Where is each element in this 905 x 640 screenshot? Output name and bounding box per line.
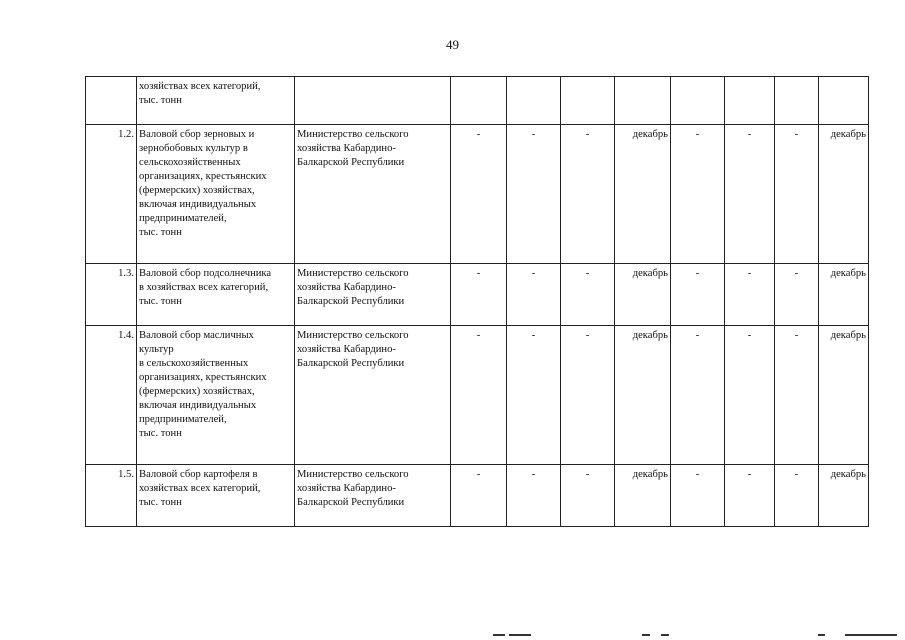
row-number: 1.4. (86, 326, 137, 465)
table-row (86, 77, 869, 125)
table-row (86, 125, 869, 264)
value-cell: - (451, 264, 507, 326)
value-cell: - (561, 125, 615, 264)
value-cell: - (507, 465, 561, 527)
scan-mark (661, 634, 669, 636)
indicator-text: Валовой сбор картофеля в хозяйствах всех категорий, тыс. тонн (139, 469, 261, 508)
scan-mark (845, 634, 897, 636)
value-cell: - (451, 465, 507, 527)
responsible-text: Министерство сельского хозяйства Кабардино- Балкарской Республики (297, 330, 409, 369)
value-cell: - (561, 326, 615, 465)
value-cell: - (507, 264, 561, 326)
value-cell: - (671, 465, 725, 527)
indicator-text: хозяйствах всех категорий, тыс. тонн (139, 81, 261, 106)
month-cell (615, 77, 671, 125)
month-cell: декабрь (615, 465, 671, 527)
value-cell: - (725, 326, 775, 465)
month-cell: декабрь (819, 264, 869, 326)
indicator-text: Валовой сбор подсолнечника в хозяйствах всех категорий, тыс. тонн (139, 268, 272, 307)
row-number: 1.5. (86, 465, 137, 527)
scan-mark (642, 634, 650, 636)
value-cell: - (671, 326, 725, 465)
value-cell: - (725, 264, 775, 326)
value-cell: - (775, 465, 819, 527)
month-cell: декабрь (615, 125, 671, 264)
month-cell: декабрь (819, 326, 869, 465)
value-cell: - (725, 465, 775, 527)
value-cell (725, 77, 775, 125)
value-cell (507, 77, 561, 125)
value-cell: - (775, 264, 819, 326)
responsible-text: Министерство сельского хозяйства Кабардино- Балкарской Республики (297, 469, 409, 508)
table-row (86, 326, 869, 465)
responsible-text: Министерство сельского хозяйства Кабардино- Балкарской Республики (297, 129, 409, 168)
row-number: 1.3. (86, 264, 137, 326)
value-cell: - (671, 125, 725, 264)
table-row (86, 264, 869, 326)
month-cell (819, 77, 869, 125)
table-row (86, 465, 869, 527)
value-cell: - (451, 125, 507, 264)
scan-mark (818, 634, 825, 636)
value-cell (671, 77, 725, 125)
indicator-text: Валовой сбор масличных культур в сельскохозяйственных организациях, крестьянских (фермерских) хозяйствах, включая индивидуальных предпринимателей, тыс. тонн (139, 330, 267, 439)
page-number: 49 (446, 37, 459, 52)
row-number (86, 77, 137, 125)
scan-mark (509, 634, 531, 636)
responsible-text: Министерство сельского хозяйства Кабардино- Балкарской Республики (297, 268, 409, 307)
indicator-text: Валовой сбор зерновых и зернобобовых культур в сельскохозяйственных организациях, крестьянских (фермерских) хозяйствах, включая индивидуальных предпринимателей, тыс. тонн (139, 129, 267, 238)
value-cell: - (671, 264, 725, 326)
value-cell: - (561, 264, 615, 326)
value-cell: - (725, 125, 775, 264)
value-cell: - (775, 125, 819, 264)
scan-mark (493, 634, 505, 636)
month-cell: декабрь (819, 125, 869, 264)
value-cell: - (507, 125, 561, 264)
row-number: 1.2. (86, 125, 137, 264)
value-cell (775, 77, 819, 125)
value-cell: - (451, 326, 507, 465)
value-cell (451, 77, 507, 125)
month-cell: декабрь (615, 264, 671, 326)
value-cell: - (561, 465, 615, 527)
month-cell: декабрь (615, 326, 671, 465)
value-cell: - (507, 326, 561, 465)
scan-artifacts (0, 632, 905, 640)
value-cell: - (775, 326, 819, 465)
value-cell (561, 77, 615, 125)
plan-table (85, 76, 869, 527)
month-cell: декабрь (819, 465, 869, 527)
